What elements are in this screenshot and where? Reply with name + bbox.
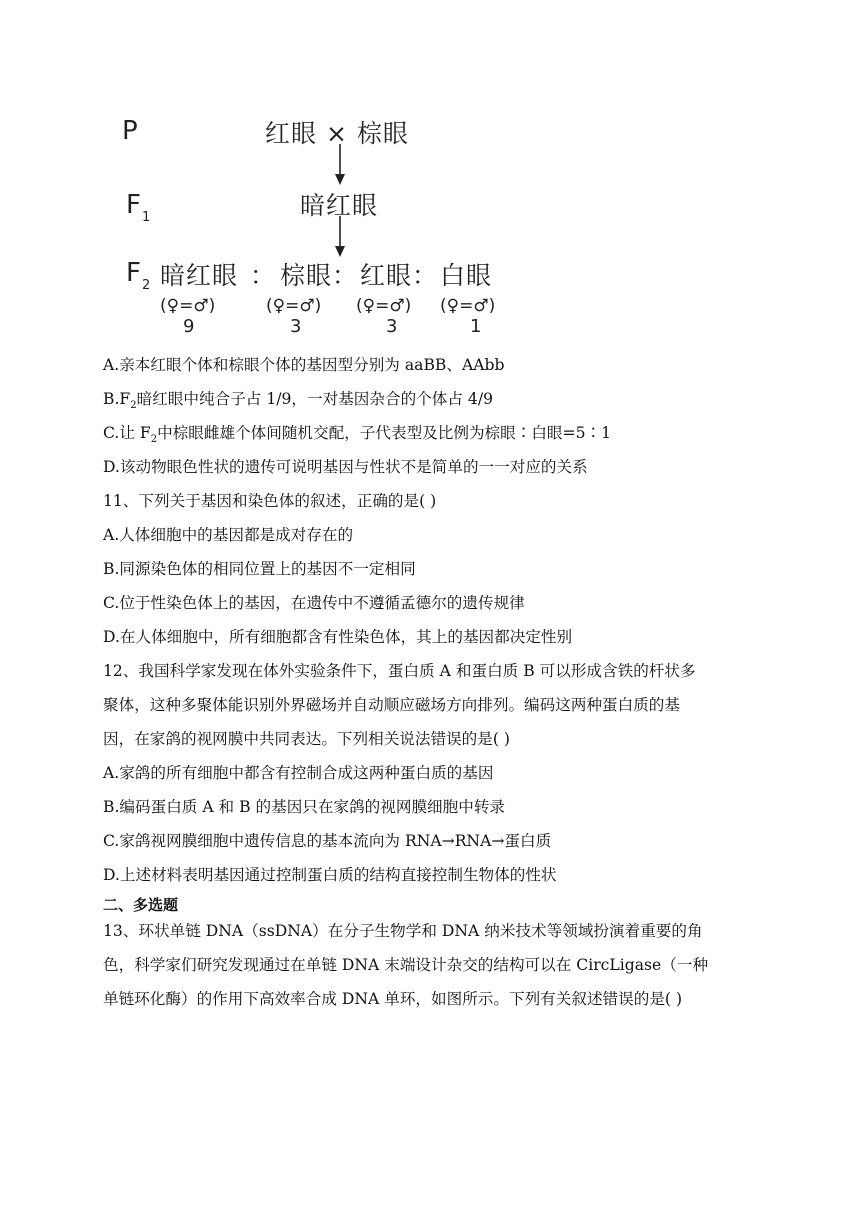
q13-stem-line-2: 色，科学家们研究发现通过在单链 DNA 末端设计杂交的结构可以在 CircLigase（一种: [103, 956, 709, 974]
q12-stem-line-1: 12、我国科学家发现在体外实验条件下，蛋白质 A 和蛋白质 B 可以形成含铁的杆状多: [103, 662, 696, 680]
q12-stem-line-3: 因，在家鸽的视网膜中共同表达。下列相关说法错误的是( ): [103, 730, 510, 748]
ratio-number: 1: [470, 316, 482, 337]
down-arrow-icon: [330, 144, 350, 186]
f2-separator-text: ：: [250, 261, 277, 290]
q12-option-d: D.上述材料表明基因通过控制蛋白质的结构直接控制生物体的性状: [103, 866, 557, 884]
q13-stem-line-1: 13、环状单链 DNA（ssDNA）在分子生物学和 DNA 纳米技术等领域扮演着重要的角: [103, 922, 703, 940]
generation-p-label: P: [122, 116, 138, 146]
down-arrow-icon: [330, 216, 350, 258]
genetics-cross-diagram: [0, 100, 860, 350]
ratio-number: 3: [386, 316, 398, 337]
sex-ratio-text: (♀=♂): [160, 296, 216, 316]
q12-option-c: C.家鸽视网膜细胞中遗传信息的基本流向为 RNA→RNA→蛋白质: [103, 832, 552, 850]
f2-dark-red-eye-text: 暗红眼: [160, 261, 239, 290]
q12-option-b: B.编码蛋白质 A 和 B 的基因只在家鸽的视网膜细胞中转录: [103, 798, 506, 816]
q10-option-c: C.让 $F_2$中棕眼雌雄个体间随机交配，子代表型及比例为棕眼∶白眼=5∶1: [103, 424, 612, 446]
f2-brown-eye-text: 棕眼：: [280, 261, 359, 290]
parental-cross-text: 红眼 × 棕眼: [265, 119, 409, 148]
q11-option-d: D.在人体细胞中，所有细胞都含有性染色体，其上的基因都决定性别: [103, 628, 573, 646]
q11-stem: 11、下列关于基因和染色体的叙述，正确的是( ): [103, 492, 437, 510]
section-heading: 二、多选题: [103, 896, 179, 914]
f2-white-eye-text: 白眼: [440, 261, 493, 290]
q10-option-b: $B.F_2$暗红眼中纯合子占 1/9，一对基因杂合的个体占 4/9: [103, 390, 494, 412]
f1-phenotype-text: 暗红眼: [300, 191, 379, 220]
q11-option-c: C.位于性染色体上的基因，在遗传中不遵循孟德尔的遗传规律: [103, 594, 525, 612]
generation-f2-label: $F_2$: [126, 258, 151, 293]
ratio-number: 9: [183, 316, 195, 337]
q11-option-b: B.同源染色体的相同位置上的基因不一定相同: [103, 560, 416, 578]
sex-ratio-text: (♀=♂): [440, 296, 496, 316]
q10-option-d: D.该动物眼色性状的遗传可说明基因与性状不是简单的一一对应的关系: [103, 458, 588, 476]
q10-option-a: A.亲本红眼个体和棕眼个体的基因型分别为 aaBB、AAbb: [103, 356, 505, 374]
q12-option-a: A.家鸽的所有细胞中都含有控制合成这两种蛋白质的基因: [103, 764, 494, 782]
sex-ratio-text: (♀=♂): [266, 296, 322, 316]
sex-ratio-text: (♀=♂): [356, 296, 412, 316]
f2-red-eye-text: 红眼：: [360, 261, 439, 290]
ratio-number: 3: [290, 316, 302, 337]
q13-stem-line-3: 单链环化酶）的作用下高效率合成 DNA 单环，如图所示。下列有关叙述错误的是( ): [103, 990, 683, 1008]
q11-option-a: A.人体细胞中的基因都是成对存在的: [103, 526, 354, 544]
generation-f1-label: $F_1$: [126, 190, 151, 225]
q12-stem-line-2: 聚体，这种多聚体能识别外界磁场并自动顺应磁场方向排列。编码这两种蛋白质的基: [103, 696, 680, 714]
